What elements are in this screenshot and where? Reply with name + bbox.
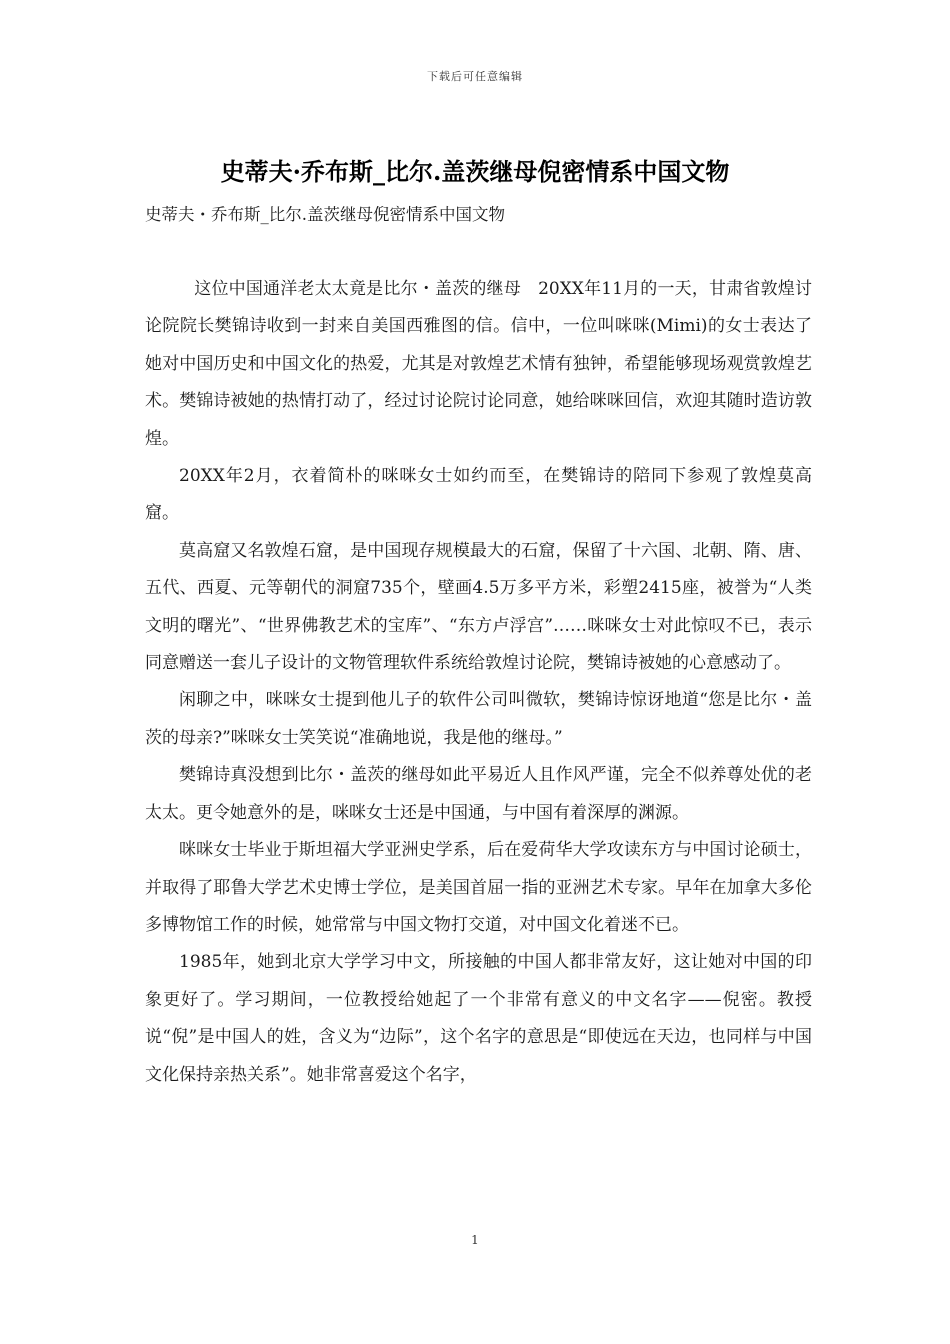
paragraph: 这位中国通洋老太太竟是比尔・盖茨的继母 20XX年11月的一天，甘肃省敦煌讨论院院长樊锦诗收到一封来自美国西雅图的信。信中，一位叫咪咪(Mimi)的女士表达了她对中国历史和中国文化的热爱，尤其是对敦煌艺术情有独钟，希望能够现场观赏敦煌艺术。樊锦诗被她的热情打动了，经过讨论院讨论同意，她给咪咪回信，欢迎其随时造访敦煌。 — [145, 279, 812, 449]
document-title: 史蒂夫·乔布斯_比尔.盖茨继母倪密情系中国文物 — [220, 157, 730, 186]
document-body — [145, 271, 812, 1094]
page-number: 1 — [471, 1233, 479, 1247]
paragraph: 闲聊之中，咪咪女士提到他儿子的软件公司叫微软，樊锦诗惊讶地道“您是比尔・盖茨的母亲?”咪咪女士笑笑说“准确地说，我是他的继母。” — [145, 690, 812, 748]
paragraph: 莫高窟又名敦煌石窟，是中国现存规模最大的石窟，保留了十六国、北朝、隋、唐、五代、西夏、元等朝代的洞窟735个，壁画4.5万多平方米，彩塑2415座，被誉为“人类文明的曙光”、“世界佛教艺术的宝库”、“东方卢浮宫”……咪咪女士对此惊叹不已，表示同意赠送一套儿子设计的文物管理软件系统给敦煌讨论院，樊锦诗被她的心意感动了。 — [145, 540, 812, 674]
paragraph: 樊锦诗真没想到比尔・盖茨的继母如此平易近人且作风严谨，完全不似养尊处优的老太太。更令她意外的是，咪咪女士还是中国通，与中国有着深厚的渊源。 — [145, 765, 812, 823]
paragraph: 咪咪女士毕业于斯坦福大学亚洲史学系，后在爱荷华大学攻读东方与中国讨论硕士，并取得了耶鲁大学艺术史博士学位，是美国首屈一指的亚洲艺术专家。早年在加拿大多伦多博物馆工作的时候，她常常与中国文物打交道，对中国文化着迷不已。 — [145, 840, 812, 935]
paragraph: 1985年，她到北京大学学习中文，所接触的中国人都非常友好，这让她对中国的印象更好了。学习期间，一位教授给她起了一个非常有意义的中文名字——倪密。教授说“倪”是中国人的姓，含义为“边际”，这个名字的意思是“即使远在天边，也同样与中国文化保持亲热关系”。她非常喜爱这个名字， — [145, 952, 812, 1085]
document-subtitle: 史蒂夫・乔布斯_比尔.盖茨继母倪密情系中国文物 — [145, 205, 505, 224]
page-header-note: 下载后可任意编辑 — [427, 70, 523, 83]
paragraph: 20XX年2月，衣着简朴的咪咪女士如约而至，在樊锦诗的陪同下参观了敦煌莫高窟。 — [145, 466, 812, 524]
